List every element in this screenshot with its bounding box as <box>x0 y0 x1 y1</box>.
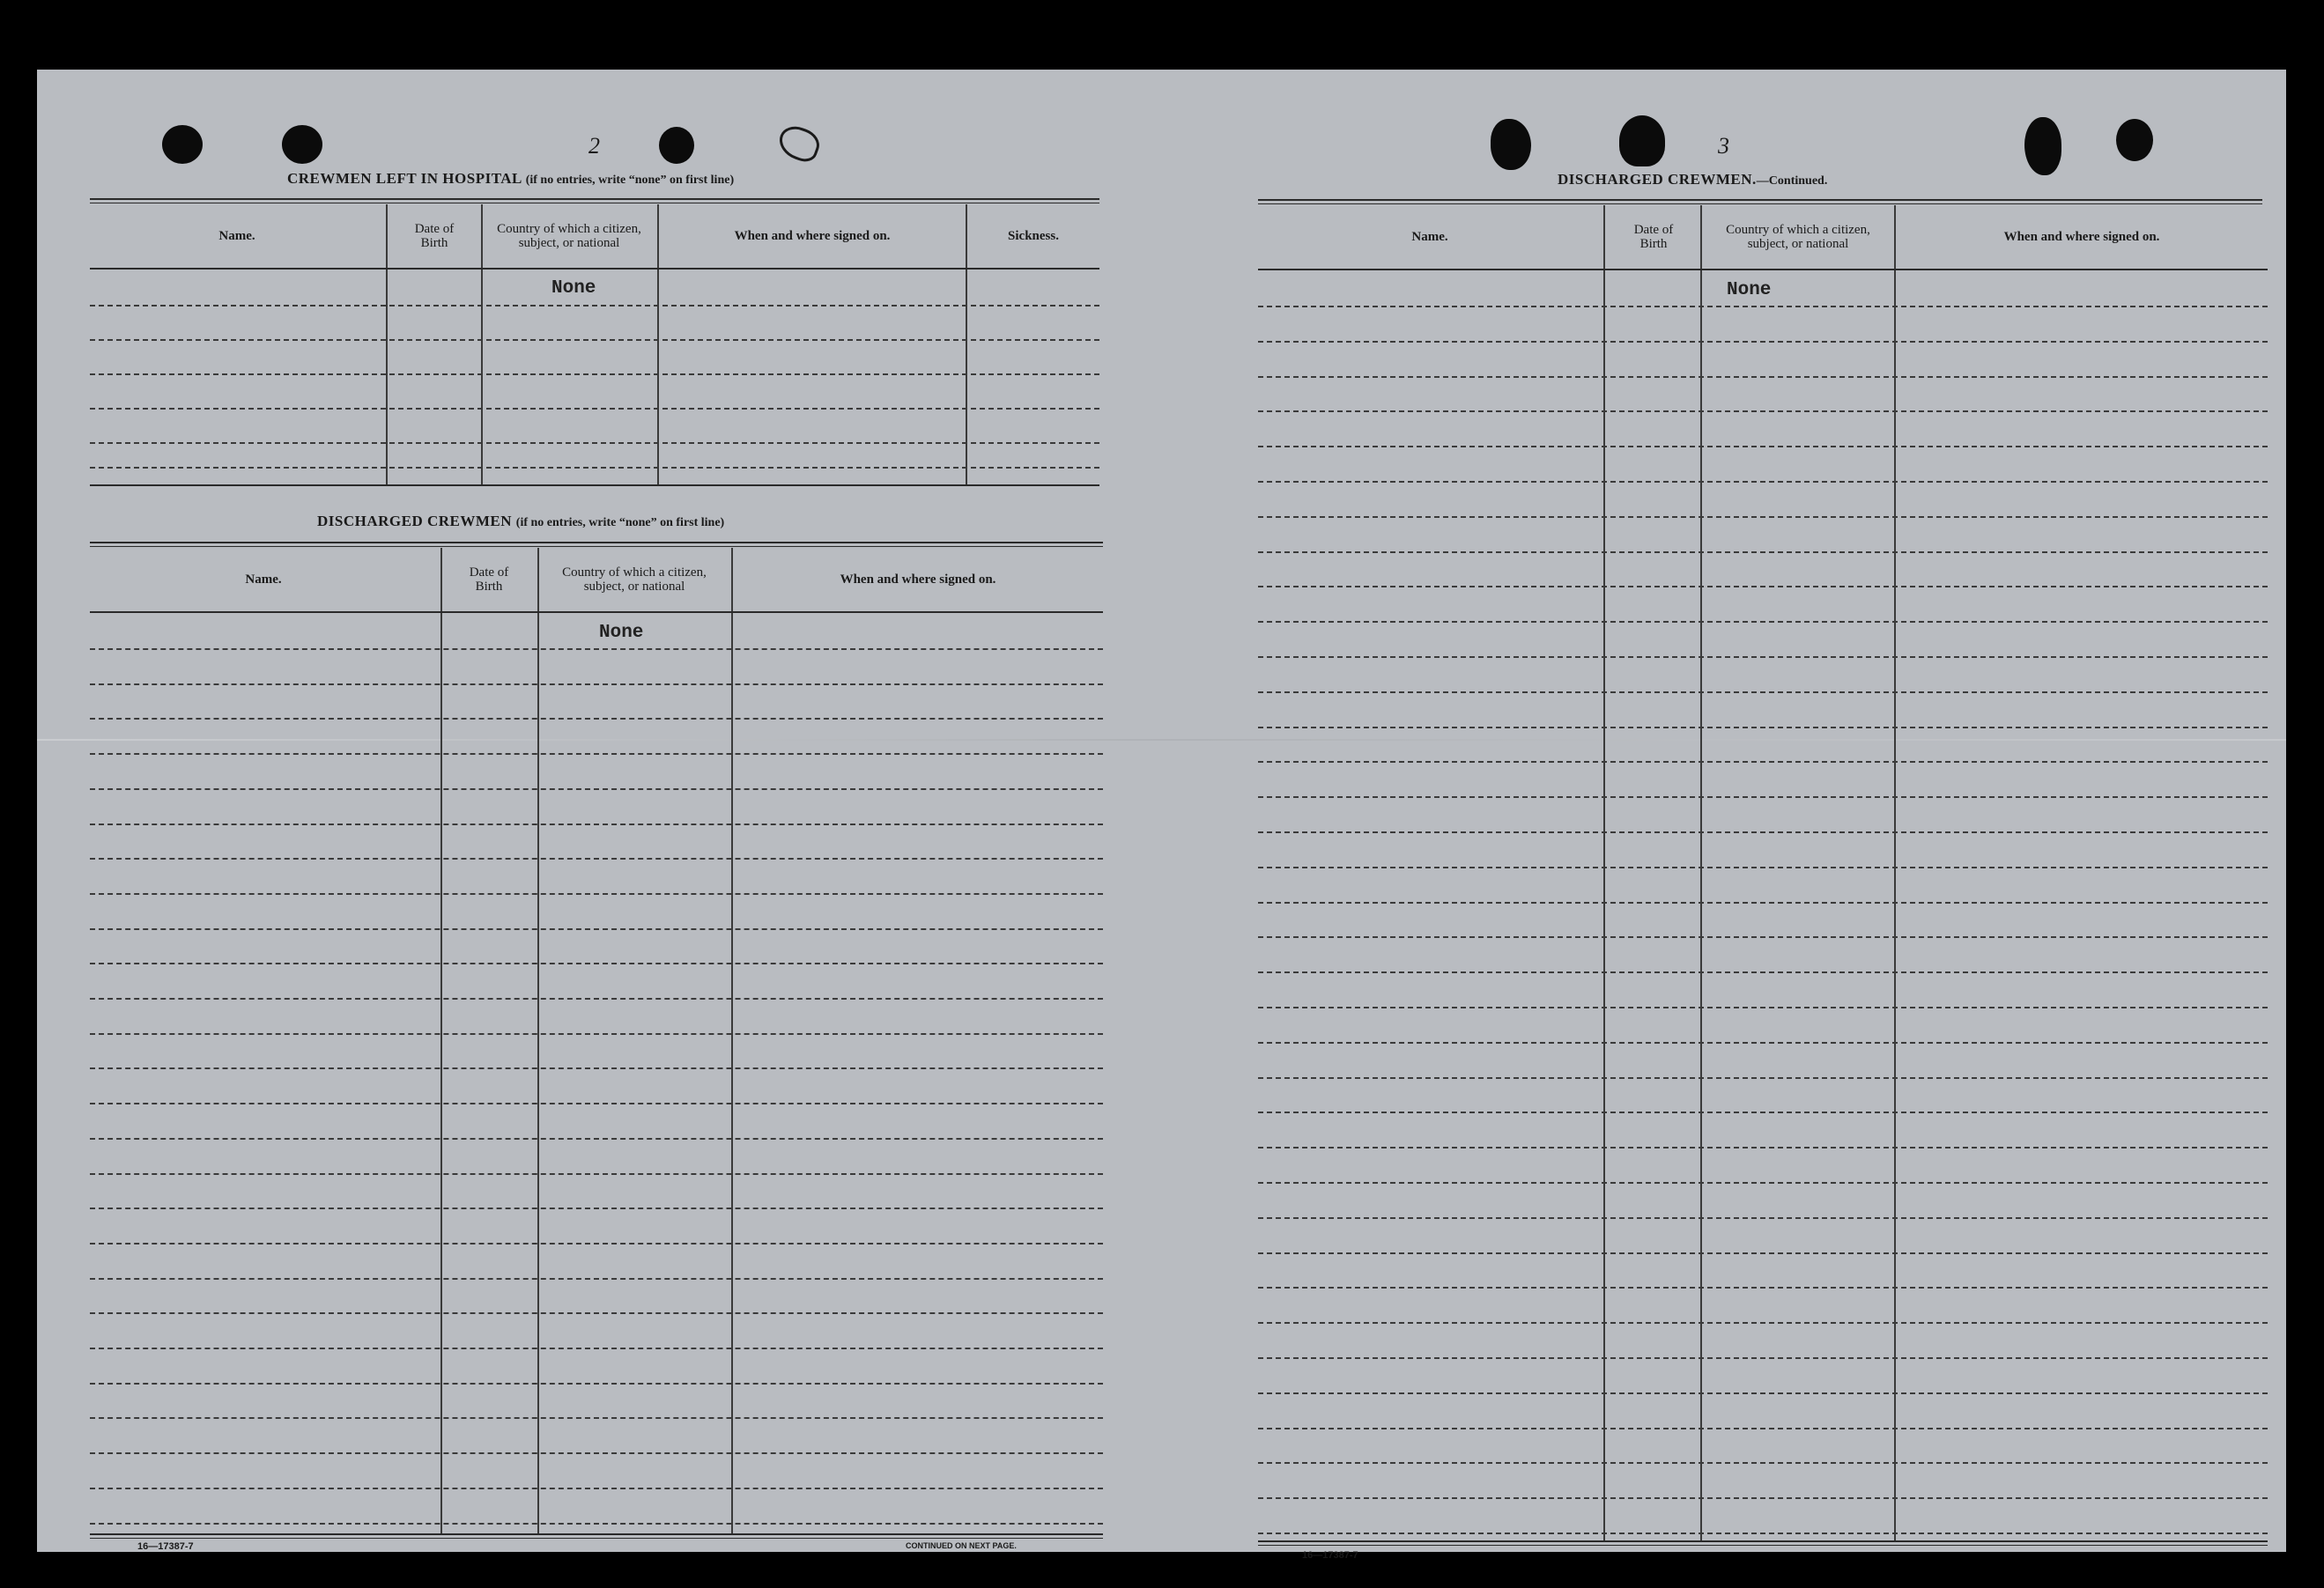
entry-line <box>90 373 1099 375</box>
column-divider <box>1894 205 1896 1540</box>
entry-line <box>1258 1112 2268 1113</box>
entry-line <box>90 305 1099 307</box>
column-header-country: Country of which a citizen, subject, or national <box>497 222 641 250</box>
header-rule <box>1258 269 2268 270</box>
discharged-continued-title <box>1558 171 1827 188</box>
column-header-country: Country of which a citizen, subject, or national <box>562 565 707 594</box>
entry-line <box>1258 936 2268 938</box>
entry-line <box>90 998 1103 1000</box>
column-header-signed: When and where signed on. <box>734 229 891 243</box>
bottom-rule <box>1258 1540 2268 1542</box>
entry-line <box>90 753 1103 755</box>
form-number: 16—17387-7 <box>137 1541 194 1552</box>
column-header-signed: When and where signed on. <box>840 572 996 587</box>
entry-line <box>90 683 1103 685</box>
entry-line <box>1258 1462 2268 1464</box>
punch-hole <box>1619 115 1665 166</box>
entry-line <box>1258 376 2268 378</box>
top-rule <box>90 542 1103 543</box>
entry-line <box>1258 551 2268 553</box>
top-rule <box>1258 199 2262 201</box>
column-header-dob: Date of Birth <box>414 222 455 250</box>
column-header-dob: Date of Birth <box>1633 223 1674 251</box>
entry-line <box>90 1523 1103 1525</box>
entry-line <box>1258 586 2268 587</box>
entry-line <box>1258 1287 2268 1289</box>
column-divider <box>1603 205 1605 1540</box>
right-page <box>1165 70 2286 1561</box>
hospital-title: CREWMEN LEFT IN HOSPITAL <box>287 170 522 187</box>
punch-hole <box>2116 119 2153 161</box>
top-rule <box>90 546 1103 547</box>
column-header-name: Name. <box>1411 230 1448 244</box>
form-number: 16—17387-7 <box>1302 1550 1358 1561</box>
entry-line <box>90 339 1099 341</box>
column-header-name: Name. <box>218 229 255 243</box>
entry-line <box>1258 341 2268 343</box>
hospital-note: (if no entries, write “none” on first line) <box>525 174 735 187</box>
entry-line <box>1258 796 2268 798</box>
hospital-table <box>90 204 1099 486</box>
entry-line <box>1258 1497 2268 1499</box>
entry-line <box>90 442 1099 444</box>
entry-line <box>1258 1077 2268 1079</box>
entry-line <box>90 858 1103 860</box>
entry-line <box>90 963 1103 964</box>
entry-line <box>90 1208 1103 1209</box>
discharged-continued-table <box>1258 205 2268 1542</box>
entry-line <box>90 467 1099 469</box>
entry-line <box>1258 1392 2268 1394</box>
column-header-country: Country of which a citizen, subject, or national <box>1726 223 1870 251</box>
entry-line <box>1258 1182 2268 1184</box>
punch-hole <box>162 125 203 164</box>
entry-line <box>1258 1007 2268 1008</box>
entry-line <box>1258 481 2268 483</box>
punch-hole <box>282 125 322 164</box>
entry-line <box>1258 1147 2268 1149</box>
continued-suffix: —Continued. <box>1756 174 1828 188</box>
bottom-rule <box>90 1533 1103 1535</box>
bottom-rule <box>1258 1545 2268 1546</box>
continued-note: CONTINUED ON NEXT PAGE. <box>906 1541 1017 1550</box>
entry-line <box>1258 971 2268 973</box>
top-rule <box>1258 203 2262 204</box>
column-header-signed: When and where signed on. <box>2003 230 2160 244</box>
column-header-name: Name. <box>245 572 282 587</box>
entry-line <box>90 1067 1103 1069</box>
discharged-title: DISCHARGED CREWMEN <box>317 513 513 529</box>
entry-line <box>1258 1357 2268 1359</box>
entry-line <box>90 718 1103 720</box>
left-page <box>37 70 1147 1552</box>
hospital-none-entry: None <box>551 278 596 299</box>
entry-line <box>90 824 1103 825</box>
column-divider <box>1700 205 1702 1540</box>
bottom-rule <box>90 1538 1103 1539</box>
entry-line <box>90 1312 1103 1314</box>
entry-line <box>90 1488 1103 1489</box>
entry-line <box>90 1138 1103 1140</box>
entry-line <box>1258 1322 2268 1324</box>
entry-line <box>1258 621 2268 623</box>
entry-line <box>1258 516 2268 518</box>
entry-line <box>1258 691 2268 693</box>
entry-line <box>1258 1042 2268 1044</box>
discharged-note: (if no entries, write “none” on first line) <box>515 516 725 529</box>
punch-hole <box>1491 119 1531 170</box>
discharged-section-title <box>317 513 724 530</box>
entry-line <box>90 1417 1103 1419</box>
entry-line <box>1258 761 2268 763</box>
entry-line <box>90 1348 1103 1349</box>
entry-line <box>1258 1217 2268 1219</box>
entry-line <box>1258 831 2268 833</box>
entry-line <box>1258 867 2268 868</box>
header-rule <box>90 268 1099 270</box>
entry-line <box>1258 1428 2268 1429</box>
discharged-table <box>90 548 1103 1534</box>
discharged-continued-none-entry: None <box>1727 280 1772 300</box>
entry-line <box>90 1033 1103 1035</box>
entry-line <box>90 1243 1103 1245</box>
entry-line <box>90 648 1103 650</box>
entry-line <box>1258 1252 2268 1254</box>
column-divider <box>731 548 733 1534</box>
entry-line <box>90 1452 1103 1454</box>
entry-line <box>1258 446 2268 447</box>
entry-line <box>90 1103 1103 1104</box>
entry-line <box>90 788 1103 790</box>
entry-line <box>1258 1533 2268 1534</box>
page-number: 3 <box>1718 133 1729 159</box>
discharged-none-entry: None <box>599 623 644 643</box>
entry-line <box>90 1383 1103 1385</box>
stamp-mark <box>774 122 824 166</box>
entry-line <box>90 1173 1103 1175</box>
entry-line <box>1258 902 2268 904</box>
discharged-title: DISCHARGED CREWMEN. <box>1558 171 1757 188</box>
bottom-rule <box>90 484 1099 486</box>
entry-line <box>90 893 1103 895</box>
entry-line <box>90 928 1103 930</box>
entry-line <box>1258 727 2268 728</box>
header-rule <box>90 611 1103 613</box>
top-rule <box>90 198 1099 200</box>
column-divider <box>537 548 539 1534</box>
column-header-sickness: Sickness. <box>1008 229 1059 243</box>
punch-hole <box>2024 117 2061 175</box>
entry-line <box>1258 656 2268 658</box>
document-sheet <box>37 70 2286 1561</box>
entry-line <box>1258 306 2268 307</box>
page-number: 2 <box>588 133 600 159</box>
column-divider <box>440 548 442 1534</box>
entry-line <box>90 408 1099 410</box>
punch-hole <box>659 127 694 164</box>
entry-line <box>90 1278 1103 1280</box>
hospital-section-title <box>287 170 734 188</box>
entry-line <box>1258 410 2268 412</box>
column-header-dob: Date of Birth <box>469 565 509 594</box>
